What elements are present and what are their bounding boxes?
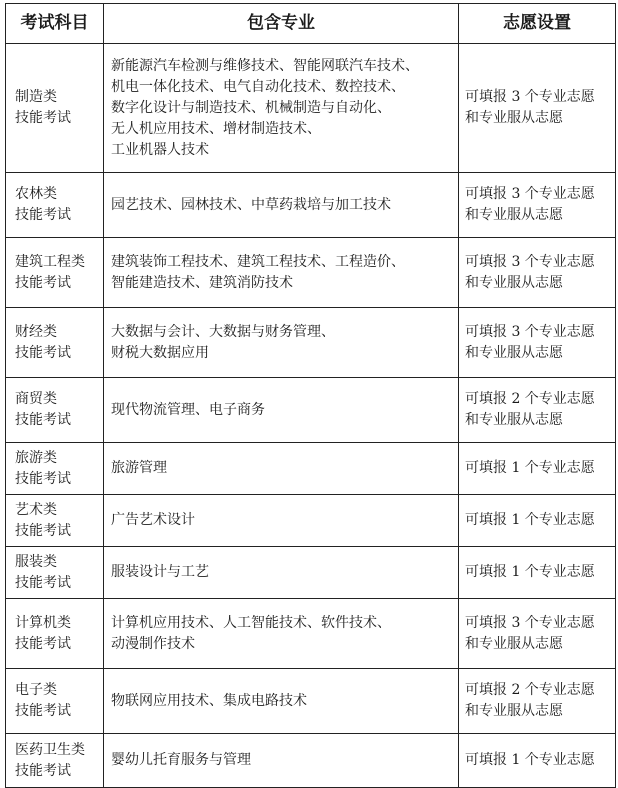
exam-subject-text-line: 技能考试 bbox=[15, 574, 71, 591]
included-majors-text-line: 数字化设计与制造技术、机械制造与自动化、 bbox=[111, 99, 391, 116]
exam-subject-cell bbox=[6, 44, 104, 173]
included-majors-text-line: 新能源汽车检测与维修技术、智能网联汽车技术、 bbox=[111, 57, 419, 74]
exam-subject-cell bbox=[6, 238, 104, 308]
exam-subject-text-line: 技能考试 bbox=[15, 110, 71, 126]
included-majors-text-line: 物联网应用技术、集成电路技术 bbox=[111, 692, 307, 709]
included-majors-cell bbox=[104, 599, 459, 669]
volunteer-setting-cell bbox=[459, 669, 616, 734]
volunteer-setting-cell bbox=[459, 495, 616, 547]
included-majors-text-line: 园艺技术、园林技术、中草药栽培与加工技术 bbox=[111, 196, 391, 213]
exam-subject-cell bbox=[6, 173, 104, 238]
included-majors-text-line: 婴幼儿托育服务与管理 bbox=[111, 752, 251, 768]
exam-subject-text-line: 计算机类 bbox=[15, 614, 71, 631]
header-exam-subject: 考试科目 bbox=[6, 4, 104, 44]
volunteer-setting-text-line: 和专业服从志愿 bbox=[465, 412, 563, 428]
volunteer-setting-text-line: 和专业服从志愿 bbox=[465, 274, 563, 291]
volunteer-setting-cell bbox=[459, 378, 616, 443]
volunteer-setting-cell bbox=[459, 308, 616, 378]
exam-subject-text-line: 制造类 bbox=[15, 89, 57, 105]
included-majors-text-line: 旅游管理 bbox=[111, 460, 167, 476]
volunteer-setting-text-line: 和专业服从志愿 bbox=[465, 110, 563, 126]
document-page bbox=[5, 3, 616, 788]
volunteer-setting-text-line: 可填报 3 个专业志愿 bbox=[465, 253, 595, 270]
exam-subject-text-line: 财经类 bbox=[15, 323, 57, 340]
included-majors-cell bbox=[104, 547, 459, 599]
included-majors-text-line: 机电一体化技术、电气自动化技术、数控技术、 bbox=[111, 78, 405, 95]
included-majors-text-line: 无人机应用技术、增材制造技术、 bbox=[111, 120, 321, 137]
table-row bbox=[6, 173, 616, 238]
included-majors-cell bbox=[104, 734, 459, 788]
exam-subject-text-line: 电子类 bbox=[15, 682, 57, 698]
included-majors-text-line: 现代物流管理、电子商务 bbox=[111, 401, 265, 418]
exam-subject-cell bbox=[6, 734, 104, 788]
volunteer-setting-text-line: 可填报 3 个专业志愿 bbox=[465, 186, 595, 202]
included-majors-text-line: 计算机应用技术、人工智能技术、软件技术、 bbox=[111, 614, 391, 631]
table-row bbox=[6, 44, 616, 173]
exam-subject-text-line: 技能考试 bbox=[15, 207, 71, 223]
table-row bbox=[6, 443, 616, 495]
exam-subject-text-line: 技能考试 bbox=[15, 412, 71, 428]
exam-subject-text-line: 技能考试 bbox=[15, 522, 71, 539]
volunteer-setting-text-line: 可填报 1 个专业志愿 bbox=[465, 512, 595, 528]
included-majors-cell bbox=[104, 443, 459, 495]
included-majors-cell bbox=[104, 378, 459, 443]
table-row bbox=[6, 308, 616, 378]
included-majors-text-line: 智能建造技术、建筑消防技术 bbox=[111, 274, 293, 291]
volunteer-setting-text-line: 可填报 1 个专业志愿 bbox=[465, 564, 595, 580]
exam-subject-text-line: 艺术类 bbox=[15, 501, 57, 518]
exam-subject-cell bbox=[6, 308, 104, 378]
volunteer-setting-text-line: 可填报 1 个专业志愿 bbox=[465, 460, 595, 476]
volunteer-setting-cell bbox=[459, 734, 616, 788]
volunteer-setting-text-line: 可填报 3 个专业志愿 bbox=[465, 89, 595, 105]
volunteer-setting-cell bbox=[459, 238, 616, 308]
exam-subject-cell bbox=[6, 495, 104, 547]
included-majors-text-line: 动漫制作技术 bbox=[111, 635, 195, 652]
volunteer-setting-text-line: 和专业服从志愿 bbox=[465, 703, 563, 719]
volunteer-setting-text-line: 和专业服从志愿 bbox=[465, 344, 563, 361]
exam-subject-table bbox=[5, 3, 616, 788]
exam-subject-text-line: 技能考试 bbox=[15, 762, 71, 779]
included-majors-cell bbox=[104, 238, 459, 308]
volunteer-setting-cell bbox=[459, 44, 616, 173]
table-row bbox=[6, 547, 616, 599]
included-majors-cell bbox=[104, 308, 459, 378]
exam-subject-cell bbox=[6, 443, 104, 495]
exam-subject-text-line: 建筑工程类 bbox=[15, 253, 85, 270]
included-majors-cell bbox=[104, 44, 459, 173]
exam-subject-text-line: 旅游类 bbox=[15, 449, 57, 466]
exam-subject-cell bbox=[6, 599, 104, 669]
included-majors-cell bbox=[104, 669, 459, 734]
volunteer-setting-text-line: 和专业服从志愿 bbox=[465, 207, 563, 223]
exam-subject-text-line: 商贸类 bbox=[15, 391, 57, 407]
volunteer-setting-text-line: 可填报 3 个专业志愿 bbox=[465, 323, 595, 340]
exam-subject-text-line: 技能考试 bbox=[15, 703, 71, 719]
header-included-majors: 包含专业 bbox=[104, 4, 459, 44]
exam-subject-cell bbox=[6, 669, 104, 734]
volunteer-setting-text-line: 和专业服从志愿 bbox=[465, 635, 563, 652]
header-volunteer-setting: 志愿设置 bbox=[459, 4, 616, 44]
table-row bbox=[6, 378, 616, 443]
included-majors-text-line: 建筑装饰工程技术、建筑工程技术、工程造价、 bbox=[111, 253, 405, 270]
exam-subject-cell bbox=[6, 547, 104, 599]
volunteer-setting-text-line: 可填报 3 个专业志愿 bbox=[465, 614, 595, 631]
exam-subject-text-line: 医药卫生类 bbox=[15, 741, 85, 758]
included-majors-cell bbox=[104, 495, 459, 547]
volunteer-setting-cell bbox=[459, 599, 616, 669]
volunteer-setting-text-line: 可填报 2 个专业志愿 bbox=[465, 682, 595, 698]
exam-subject-text-line: 农林类 bbox=[15, 186, 57, 202]
volunteer-setting-cell bbox=[459, 443, 616, 495]
table-header-row bbox=[6, 4, 616, 44]
exam-subject-cell bbox=[6, 378, 104, 443]
volunteer-setting-cell bbox=[459, 547, 616, 599]
table-row bbox=[6, 238, 616, 308]
included-majors-text-line: 财税大数据应用 bbox=[111, 344, 209, 361]
included-majors-text-line: 服装设计与工艺 bbox=[111, 564, 209, 580]
volunteer-setting-text-line: 可填报 1 个专业志愿 bbox=[465, 752, 595, 768]
table-row bbox=[6, 669, 616, 734]
table-row bbox=[6, 599, 616, 669]
exam-subject-text-line: 技能考试 bbox=[15, 274, 71, 291]
exam-subject-text-line: 技能考试 bbox=[15, 635, 71, 652]
included-majors-text-line: 工业机器人技术 bbox=[111, 141, 209, 158]
exam-subject-text-line: 技能考试 bbox=[15, 344, 71, 361]
included-majors-text-line: 大数据与会计、大数据与财务管理、 bbox=[111, 323, 335, 340]
included-majors-text-line: 广告艺术设计 bbox=[111, 512, 195, 528]
volunteer-setting-text-line: 可填报 2 个专业志愿 bbox=[465, 391, 595, 407]
exam-subject-text-line: 服装类 bbox=[15, 553, 57, 570]
exam-subject-text-line: 技能考试 bbox=[15, 470, 71, 487]
included-majors-cell bbox=[104, 173, 459, 238]
volunteer-setting-cell bbox=[459, 173, 616, 238]
table-row bbox=[6, 734, 616, 788]
table-row bbox=[6, 495, 616, 547]
